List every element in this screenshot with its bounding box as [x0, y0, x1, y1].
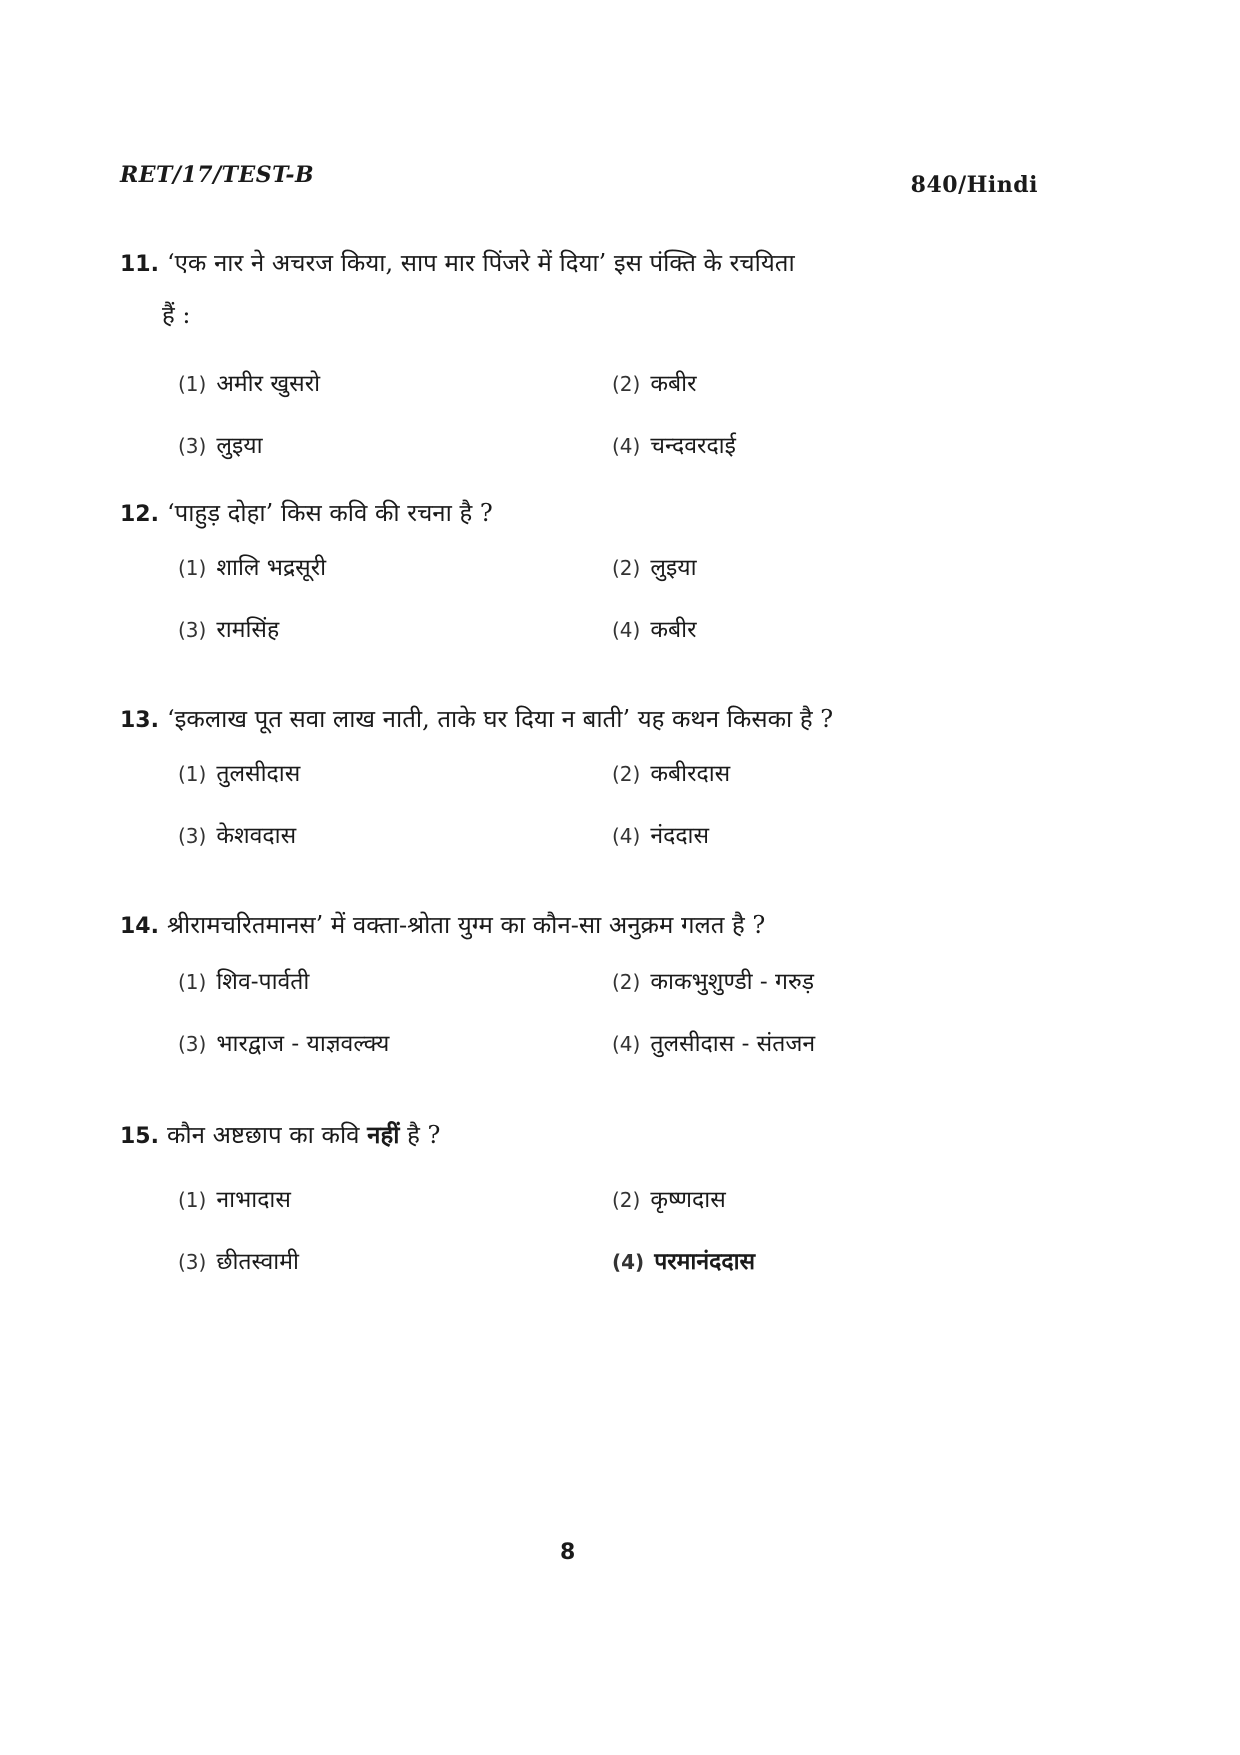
option-1[interactable]: (1) शालि भद्रसूरी [178, 555, 327, 581]
option-2[interactable]: (2) कबीर [612, 371, 697, 397]
options-list [178, 754, 938, 878]
option-3[interactable]: (3) रामसिंह [178, 617, 280, 643]
option-4[interactable]: (4) नंददास [612, 823, 710, 849]
option-2[interactable]: (2) लुइया [612, 555, 697, 581]
option-4[interactable]: (4) परमानंददास [612, 1248, 756, 1275]
options-list [178, 364, 938, 488]
question-text: 14. श्रीरामचरितमानस’ में वक्ता-श्रोता युग्म का कौन-सा अनुक्रम गलत है ? [120, 911, 766, 939]
question-text: 15. कौन अष्टछाप का कवि नहीं है ? [120, 1120, 441, 1149]
question-11 [120, 238, 1040, 488]
question-number: 13. [120, 708, 159, 733]
paper-code: 840/Hindi [910, 172, 1038, 198]
option-3[interactable]: (3) भारद्वाज - याज्ञवल्क्य [178, 1031, 390, 1057]
question-15 [120, 1110, 1040, 1304]
option-2[interactable]: (2) काकभुशुण्डी - गरुड़ [612, 969, 815, 995]
option-2[interactable]: (2) कबीरदास [612, 761, 731, 787]
option-3[interactable]: (3) लुइया [178, 433, 263, 459]
question-text: 11. ‘एक नार ने अचरज किया, साप मार पिंजरे में दिया’ इस पंक्ति के रचयिता [120, 249, 795, 277]
question-13 [120, 694, 1040, 878]
question-text: 12. ‘पाहुड़ दोहा’ किस कवि की रचना है ? [120, 499, 493, 527]
option-4[interactable]: (4) चन्दवरदाई [612, 433, 736, 459]
question-number: 15. [120, 1124, 159, 1149]
question-text-continuation: हैं : [162, 301, 191, 329]
question-number: 11. [120, 252, 159, 277]
question-number: 12. [120, 502, 159, 527]
question-14 [120, 900, 1040, 1086]
options-list [178, 1180, 938, 1304]
option-4[interactable]: (4) तुलसीदास - संतजन [612, 1031, 816, 1057]
page-number: 8 [560, 1540, 576, 1565]
options-list [178, 962, 938, 1086]
option-1[interactable]: (1) शिव-पार्वती [178, 969, 310, 995]
options-list [178, 548, 938, 672]
question-number: 14. [120, 914, 159, 939]
question-text: 13. ‘इकलाख पूत सवा लाख नाती, ताके घर दिया न बाती’ यह कथन किसका है ? [120, 705, 834, 733]
option-1[interactable]: (1) नाभादास [178, 1187, 291, 1213]
option-2[interactable]: (2) कृष्णदास [612, 1187, 726, 1213]
option-1[interactable]: (1) अमीर खुसरो [178, 371, 321, 397]
emphasis-word: नहीं [367, 1120, 400, 1149]
test-code: RET/17/TEST-B [120, 162, 315, 188]
option-4[interactable]: (4) कबीर [612, 617, 697, 643]
question-12 [120, 488, 1040, 672]
option-3[interactable]: (3) छीतस्वामी [178, 1249, 299, 1275]
option-1[interactable]: (1) तुलसीदास [178, 761, 301, 787]
option-3[interactable]: (3) केशवदास [178, 823, 297, 849]
